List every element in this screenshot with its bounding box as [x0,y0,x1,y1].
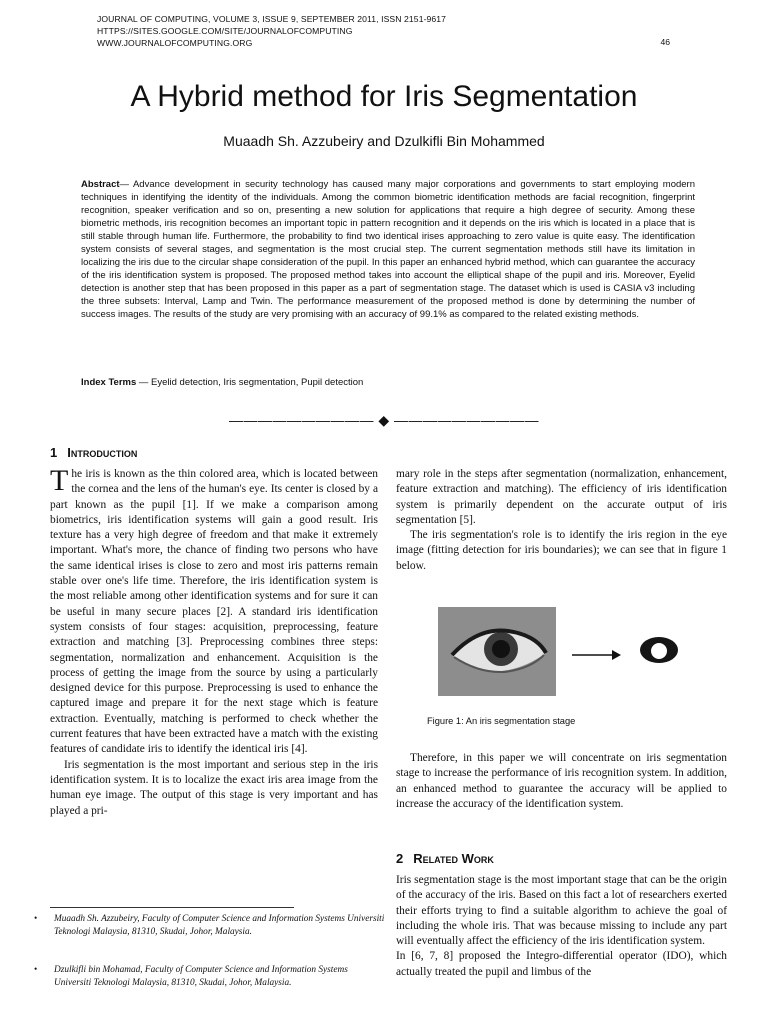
right-column-middle [396,751,727,812]
drop-cap: T [50,464,69,497]
segmented-iris-icon [638,633,680,667]
footnote-2-text: Dzulkifli bin Mohamad, Faculty of Computer Science and Information Systems Universiti Teknologi Malaysia, 81310, Skudai, Johor, Malaysia. [54,965,348,988]
intro-paragraph-4: The iris segmentation's role is to identify the iris region in the eye image (fitting detection for iris boundaries); we can see that in figure 1 below. [396,529,727,572]
journal-url-2: WWW.JOURNALOFCOMPUTING.ORG [97,38,253,48]
abstract-text: — Advance development in security technology has caused many major corporations and governments to start employing modern techniques in identifying the identity of the individuals. Among the common biometric identification methods are facial recognition, fingerprint recognition, speaker verification and so on, presenting a new solution for applications that require a high degree of security. Among these biometric methods, iris recognition becomes an important topic in pattern recognition and it depends on the iris which is located in a place that is still stable through human life. Furthermore, the probability to find two identical irises approaching to zero value is quite easy. The identification system consists of several stages, and segmentation is the most crucial step. The current segmentation methods still have its limitation in localizing the iris due to the circular shape consideration of the pupil. In this paper an enhanced hybrid method, which can guarantee the accuracy of the iris identification system is proposed. The proposed method takes into account the elliptical shape of the pupil and iris. Moreover, Eyelid detection is another step that has been proposed in this paper as a part of segmentation stage. The dataset which is used is CASIA v3 including the three subsets: Interval, Lamp and Twin. The performance measurement of the proposed method is done by determining the number of success images. The results of the study are very promising with an accuracy of 99.1% as compared to the related existing methods. [81,179,695,320]
footnote-2 [36,964,386,989]
right-column-bottom [396,873,727,980]
figure-1-caption: Figure 1: An iris segmentation stage [427,716,576,726]
footnote-1-text: Muaadh Sh. Azzubeiry, Faculty of Computer Science and Information Systems Universiti Teknologi Malaysia, 81310, Skudai, Johor, Malaysia. [54,914,385,937]
section-divider: —————————— ◆ —————————— [228,412,540,428]
abstract-label: Abstract [81,179,120,190]
related-work-paragraph-1: Iris segmentation stage is the most important stage that can be the origin of the accuracy of the iris. Based on this fact a lot of researchers exerted their efforts trying to find a suitable algorithm to achieve the goal of including the whole iris. That was because missing to include any part will eventually affect the efficiency of the iris identification system. [396,874,727,948]
bullet-icon: • [34,914,38,924]
journal-url-1: HTTPS://SITES.GOOGLE.COM/SITE/JOURNALOFCOMPUTING [97,26,353,36]
eye-image [438,607,556,696]
index-terms-label: Index Terms [81,377,137,388]
running-header [97,13,446,49]
intro-paragraph-2: Iris segmentation is the most important and serious step in the iris identification system. It is to localize the exact iris area image from the human eye image. The output of this stage is very important and has played a pri- [50,758,378,817]
intro-paragraph-3: mary role in the steps after segmentation (normalization, enhancement, feature extraction and matching). The efficiency of iris identification system is primarily dependent on the accurate output of iris segmentation [5]. [396,468,727,526]
paper-authors: Muaadh Sh. Azzubeiry and Dzulkifli Bin Mohammed [223,133,545,149]
section-1-number: 1 [50,445,58,460]
paper-title: A Hybrid method for Iris Segmentation [130,80,638,113]
footnote-1 [36,913,386,938]
figure-1 [438,607,678,697]
right-column-top [396,467,727,574]
section-2-number: 2 [396,851,404,866]
footnote-rule [50,907,294,908]
index-terms-text: — Eyelid detection, Iris segmentation, Pupil detection [136,377,364,388]
section-2-heading [396,851,494,866]
intro-paragraph-5: Therefore, in this paper we will concentrate on iris segmentation stage to increase the performance of iris recognition system. In addition, an enhanced method to guarantee the accuracy will be applied to increase the accuracy of the identification system. [396,752,727,810]
page-number: 46 [660,37,670,47]
index-terms [81,377,363,388]
section-1-title: Introduction [67,445,138,460]
abstract [81,178,695,321]
left-column [50,464,378,819]
intro-paragraph-1-text: he iris is known as the thin colored area, which is located between the cornea and the lens of the human's eye. Its center is closed by a part known as the pupil [1]. If we make a comparison among biometrics, iris identification systems will gain a good result. Iris texture has a very high degree of freedom and that make it extremely important. What's more, the chance of finding two persons who have the same identical irises is close to zero and most iris patterns remain stable over one's life time. Therefore, the iris identification system is the most reliable among other identification systems and for sure it can be useful in many secure places [2]. A standard iris identification system consists of four stages: acquisition, preprocessing, feature extraction and matching [3]. Preprocessing combines three steps: segmentation, normalization and enhancement. Acquisition is the process of getting the image from the source by using a particularly designed device for this purpose. Preprocessing is used to enhance the captured image and prepare it for the next stage which is feature extraction. Eventually, matching is performed to check whether the current features that have been extracted have a match with the existing features of candidate iris to identify the identical iris [4]. [50,468,378,756]
journal-line: JOURNAL OF COMPUTING, VOLUME 3, ISSUE 9, SEPTEMBER 2011, ISSN 2151-9617 [97,14,447,24]
bullet-icon: • [34,965,38,975]
section-2-title: Related Work [413,851,494,866]
arrow-icon [572,645,622,665]
intro-paragraph-1 [50,464,378,758]
section-1-heading [50,445,137,460]
related-work-paragraph-2: In [6, 7, 8] proposed the Integro-differential operator (IDO), which actually treated the pupil and limbus of the [396,950,727,978]
